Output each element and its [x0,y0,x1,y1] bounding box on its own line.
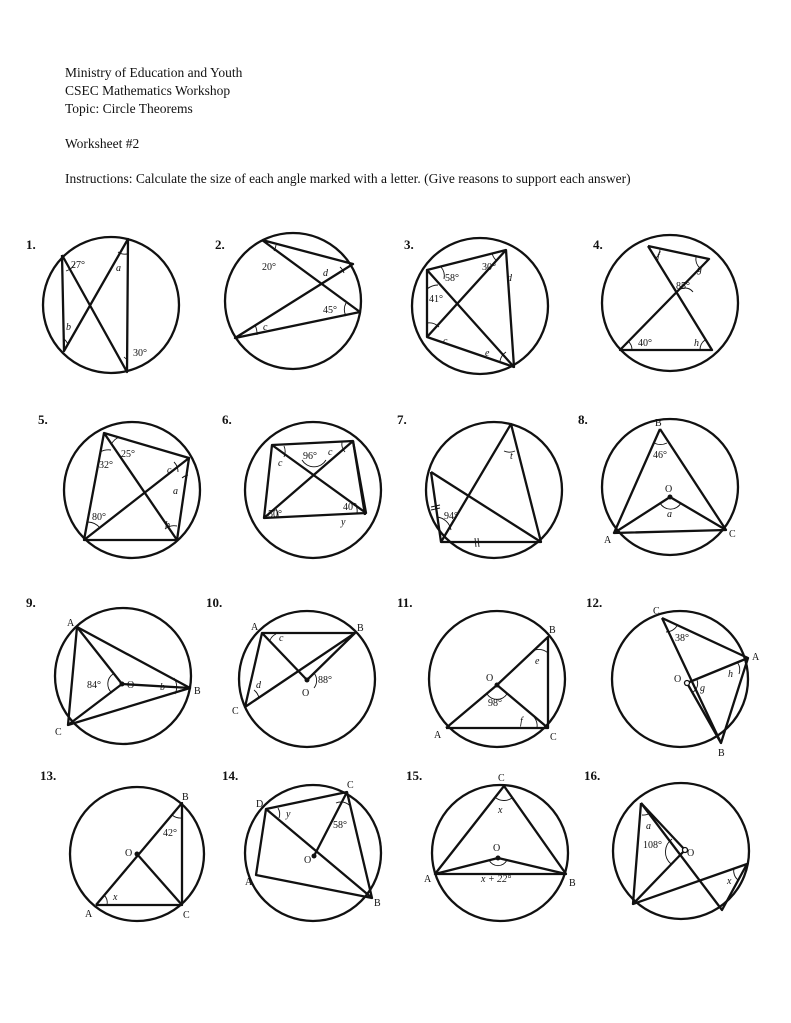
point-label: O [687,848,695,859]
point-label: B [569,878,576,889]
problem-2 [215,233,361,369]
problem-number: 15. [406,768,423,783]
triangle-lines [435,786,566,874]
angle-arc [654,443,667,444]
point-label: B [194,686,201,697]
point-label: O [302,688,310,699]
point-label: B [357,623,364,634]
angle-arc [278,808,280,818]
problem-number: 8. [578,412,588,427]
point-label: A [85,909,93,920]
quad-lines [427,250,514,367]
point-label: D [256,799,264,810]
angle-label: c [279,633,284,644]
problem-13 [40,768,204,921]
problem-number: 14. [222,768,239,783]
radius-lines [435,858,566,874]
angle-label: 58° [333,820,347,831]
problem-12 [586,595,760,759]
point-label: O [127,680,135,691]
problem-14 [222,768,381,921]
angle-arc [535,649,548,653]
angle-label: 46° [653,450,667,461]
center-dot [668,495,673,500]
angle-label: 45° [323,305,337,316]
angle-label: 96° [303,451,317,462]
problem-number: 4. [593,237,603,252]
problem-number: 2. [215,237,225,252]
angle-label: 98° [488,698,502,709]
point-label: O [486,673,494,684]
angle-label: 30° [482,262,496,273]
angle-label: e [535,656,540,667]
point-label: C [729,529,736,540]
angle-arc [492,253,497,261]
angle-arc [284,446,285,457]
center-dot [312,854,317,859]
angle-label: 40° [638,338,652,349]
angle-label: x [498,805,503,816]
angle-arc [427,285,438,289]
angle-arc [734,868,738,880]
problem-4 [593,235,738,371]
angle-label: x [727,876,732,887]
point-label: C [653,606,660,617]
radius [137,854,182,905]
radius-lines [687,658,748,743]
point-label: A [424,874,432,885]
angle-label: x + 22° [481,874,512,885]
angle-label: 30° [133,348,147,359]
angle-label: 88° [318,675,332,686]
angle-label: y [286,809,291,820]
point-label: O [125,848,133,859]
angle-arc [172,815,182,818]
point-label: A [434,730,442,741]
angle-label: 42° [163,828,177,839]
problem-number: 9. [26,595,36,610]
angle-label: 58° [445,273,459,284]
center-dot [305,678,310,683]
angle-label: g [700,683,705,694]
ministry-line: Ministry of Education and Youth [65,65,243,80]
problem-number: 1. [26,237,36,252]
chord-lines [245,633,355,707]
angle-label: a [646,821,651,832]
problem-number: 5. [38,412,48,427]
angle-label: 108° [643,840,662,851]
angle-arc [270,634,276,640]
problem-number: 10. [206,595,223,610]
angle-label: 40° [343,502,357,513]
angle-label: 25° [121,449,135,460]
angle-label: 94° [444,511,458,522]
center-dot [120,682,125,687]
problem-number: 11. [397,595,413,610]
equal-tick-mark [475,538,476,547]
point-label: C [55,727,62,738]
angle-arc [700,340,705,350]
angle-label: 84° [87,680,101,691]
point-label: O [493,843,501,854]
point-label: C [183,910,190,921]
bowtie-lines [620,246,712,350]
angle-label: 20° [262,262,276,273]
angle-label: 41° [429,294,443,305]
problem-15 [406,768,576,921]
angle-label: c [278,458,283,469]
point-label: B [655,418,662,429]
problem-11 [397,595,565,747]
angle-label: c [443,336,448,347]
angle-label: 80° [92,512,106,523]
quad-lines [256,792,372,898]
circle [412,238,548,374]
problem-10 [206,595,375,747]
center-dot [495,683,500,688]
angle-label: t [510,451,513,462]
problem-number: 3. [404,237,414,252]
angle-label: b [165,520,170,531]
angle-label: c [167,465,172,476]
angle-arc [254,690,259,698]
point-label: O [304,855,312,866]
problem-number: 7. [397,412,407,427]
problem-1 [26,237,179,373]
angle-arc [489,860,507,866]
point-label: A [251,622,259,633]
angle-label: e [485,348,490,359]
angle-label: c [263,322,268,333]
problem-16 [584,768,749,919]
worksheet-title: Worksheet #2 [65,136,140,151]
point-label: B [549,625,556,636]
problem-7 [397,412,562,558]
angle-label: h [694,338,699,349]
angle-label: 85° [676,281,690,292]
point-label: A [604,535,612,546]
angle-label: a [667,509,672,520]
angle-arc [496,798,512,801]
angle-label: c [328,447,333,458]
point-label: A [752,652,760,663]
angle-arc [441,267,444,279]
angle-label: 27° [71,260,85,271]
problem-number: 13. [40,768,57,783]
problem-number: 6. [222,412,232,427]
angle-label: h [728,669,733,680]
problem-5 [38,412,200,558]
problem-8 [578,412,738,555]
angle-label: 50° [268,509,282,520]
angle-label: b [66,322,71,333]
point-label: A [67,618,75,629]
center-dot [496,856,501,861]
chord [177,458,189,540]
point-label: B [182,792,189,803]
angle-label: a [173,486,178,497]
center-dot [685,681,690,686]
problem-3 [404,237,548,374]
angle-label: d [507,273,512,284]
angle-label: b [160,682,165,693]
instructions-text: Instructions: Calculate the size of each angle marked with a letter. (Give reasons to support each answer) [65,171,631,186]
point-label: C [498,773,505,784]
point-label: B [374,898,381,909]
angle-label: 38° [675,633,689,644]
topic-line: Topic: Circle Theorems [65,101,193,116]
angle-label: y [341,517,346,528]
point-label: O [674,674,682,685]
equal-tick-mark [478,538,479,547]
problem-number: 12. [586,595,603,610]
problem-9 [26,595,201,744]
angle-arc [737,662,740,674]
angle-label: d [256,680,261,691]
bowtie-lines [62,239,128,372]
angle-label: f [657,251,660,262]
angle-label: f [520,716,523,727]
angle-label: 32° [99,460,113,471]
point-label: C [550,732,557,743]
problem-number: 16. [584,768,601,783]
point-label: A [245,877,253,888]
point-label: C [347,780,354,791]
angle-label: a [116,263,121,274]
angle-arc [314,673,317,688]
circle [426,422,562,558]
angle-label: g [697,264,702,275]
problem-6 [222,412,381,558]
point-label: B [718,748,725,759]
point-label: C [232,706,239,717]
angle-label: d [323,268,328,279]
workshop-line: CSEC Mathematics Workshop [65,83,231,98]
angle-label: x [113,892,118,903]
point-label: O [665,484,673,495]
center-dot [135,852,140,857]
